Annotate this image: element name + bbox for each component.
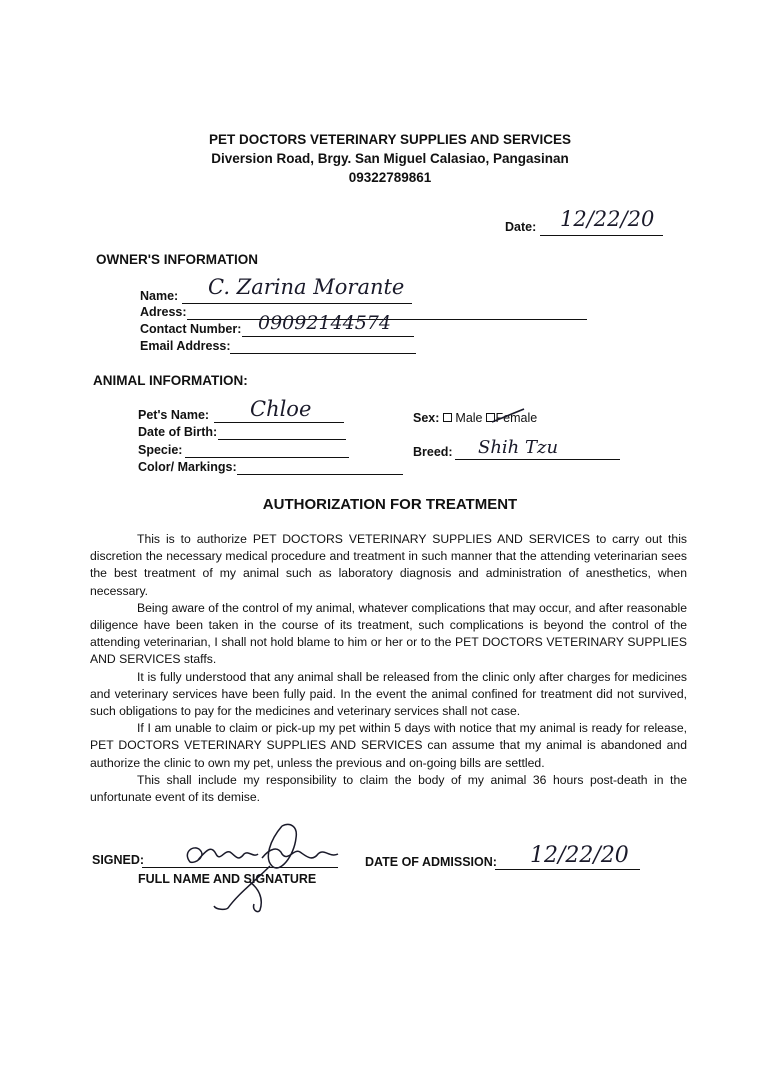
breed-line [455, 459, 620, 460]
authorization-title: AUTHORIZATION FOR TREATMENT [262, 496, 518, 513]
owner-email-line [230, 353, 416, 354]
date-of-admission-line [495, 869, 640, 870]
animal-heading: ANIMAL INFORMATION: [93, 373, 248, 388]
owner-contact-line [242, 336, 414, 337]
full-name-signature-label: FULL NAME AND SIGNATURE [138, 872, 317, 886]
date-of-admission-label: DATE OF ADMISSION: [365, 855, 497, 869]
authorization-paragraph: It is fully understood that any animal shall be released from the clinic only after charges for medicines and veterinary services have been fully paid. In the event the animal confined for treatment did not survived, such obligations to pay for the medicines and veterinary services shall not case. [90, 669, 687, 719]
owner-name-handwritten: C. Zarina Morante [208, 275, 405, 299]
pet-name-line [214, 422, 344, 423]
business-address: Diversion Road, Brgy. San Miguel Calasiao, Pangasinan [211, 151, 569, 166]
color-line [237, 474, 403, 475]
breed-label: Breed: [413, 445, 453, 459]
dob-label: Date of Birth: [138, 425, 218, 439]
pet-name-handwritten: Chloe [250, 397, 312, 421]
sex-male-option: Male [455, 411, 483, 425]
date-label: Date: [505, 220, 537, 234]
authorization-body [90, 531, 687, 806]
owner-contact-label: Contact Number: [140, 322, 242, 336]
dob-line [218, 439, 346, 440]
owner-email-label: Email Address: [140, 339, 231, 353]
breed-handwritten: Shih Tzu [478, 437, 559, 458]
male-checkbox [443, 413, 452, 422]
sex-label: Sex: [413, 411, 440, 425]
color-label: Color/ Markings: [138, 460, 237, 474]
owner-name-label: Name: [140, 289, 179, 303]
owner-name-line [182, 303, 412, 304]
owner-address-label: Adress: [140, 305, 187, 319]
female-check-mark [490, 406, 530, 424]
authorization-paragraph: If I am unable to claim or pick-up my pet within 5 days with notice that my animal is ready for release, PET DOCTORS VETERINARY SUPPLIES AND SERVICES can assume that my animal is abandoned and authorize the clinic to own my pet, unless the previous and on-going bills are settled. [90, 721, 687, 770]
business-name: PET DOCTORS VETERINARY SUPPLIES AND SERVICES [208, 132, 572, 147]
owner-signature [178, 818, 348, 913]
specie-line [185, 457, 349, 458]
owner-contact-handwritten: 09092144574 [258, 312, 391, 334]
owner-heading: OWNER'S INFORMATION [96, 252, 258, 267]
pet-name-label: Pet's Name: [138, 408, 210, 422]
sex-female-option: Female [495, 411, 538, 425]
signed-label: SIGNED: [92, 853, 145, 867]
business-phone: 09322789861 [348, 170, 432, 185]
specie-label: Specie: [138, 443, 183, 457]
date-of-admission-handwritten: 12/22/20 [530, 843, 629, 868]
authorization-paragraph: This shall include my responsibility to claim the body of my animal 36 hours post-death in the unfortunate event of its demise. [90, 772, 687, 805]
date-line [540, 235, 663, 236]
authorization-paragraph: This is to authorize PET DOCTORS VETERINARY SUPPLIES AND SERVICES to carry out this discretion the necessary medical procedure and treatment in such manner that the attending veterinarian sees the best treatment of my animal such as laboratory diagnosis and administration of anesthetics, when necessary. [90, 532, 687, 598]
date-handwritten: 12/22/20 [560, 207, 655, 231]
authorization-paragraph: Being aware of the control of my animal, whatever complications that may occur, and after reasonable diligence have been taken in the course of its treatment, such complications is beyond the control of the attending veterinarian, I shall not hold blame to him or her or to the PET DOCTORS VETERINARY SUPPLIES AND SERVICES staffs. [90, 600, 687, 667]
